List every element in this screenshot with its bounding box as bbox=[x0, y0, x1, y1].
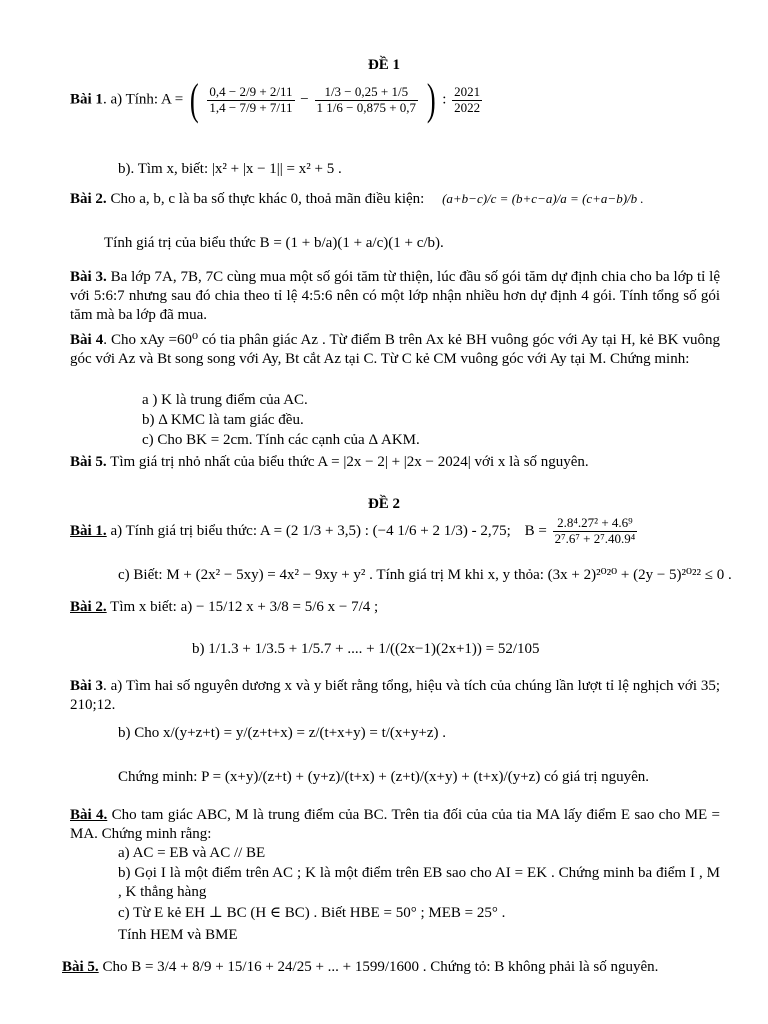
exam2-problem4 bbox=[70, 806, 720, 844]
exam1-frac1 bbox=[207, 85, 294, 116]
exam-1-title: ĐỀ 1 bbox=[367, 57, 401, 73]
exam1-frac3 bbox=[452, 85, 482, 116]
exam2-problem2b: b) 1/1.3 + 1/3.5 + 1/5.7 + .... + 1/((2x−1)(2x+1)) = 52/105 bbox=[192, 641, 540, 657]
exam2-problem2a-text: Tìm x biết: a) − 15/12 x + 3/8 = 5/6 x − 7/4 ; bbox=[106, 599, 379, 615]
frac1-numerator: 0,4 − 2/9 + 2/11 bbox=[209, 83, 293, 99]
exam-2-title: ĐỀ 2 bbox=[367, 496, 401, 512]
exam1-problem3-label: Bài 3. bbox=[70, 269, 107, 285]
exam2-problem5-text: Cho B = 3/4 + 8/9 + 15/16 + 24/25 + ... + 1599/1600 . Chứng tỏ: B không phải là số nguyên. bbox=[98, 959, 659, 975]
B-denominator: 2⁷.6⁷ + 2⁷.40.9⁴ bbox=[554, 530, 636, 546]
big-paren-right: ) bbox=[426, 75, 436, 124]
frac3-denominator: 2022 bbox=[454, 99, 481, 115]
exam2-problem3a-text: . a) Tìm hai số nguyên dương x và y biết rằng tổng, hiệu và tích của chúng lần lượt tỉ lệ nghịch với 35; 210;12. bbox=[70, 678, 720, 713]
exam2-problem4a: a) AC = EB và AC // BE bbox=[118, 845, 266, 861]
exam1-problem5-label: Bài 5. bbox=[70, 454, 107, 470]
exam1-problem2-condition: (a+b−c)/c = (b+c−a)/a = (c+a−b)/b . bbox=[442, 191, 644, 206]
exam1-problem4-label: Bài 4 bbox=[70, 332, 104, 348]
frac1-denominator: 1,4 − 7/9 + 7/11 bbox=[209, 99, 293, 115]
B-numerator: 2.8⁴.27² + 4.6⁹ bbox=[553, 516, 638, 532]
exam2-problem1c: c) Biết: M + (2x² − 5xy) = 4x² − 9xy + y² . Tính giá trị M khi x, y thỏa: (3x + 2)²⁰²⁰ + (2y − 5)²⁰²² ≤ 0 . bbox=[118, 567, 732, 583]
exam1-problem2-expression: Tính giá trị của biểu thức B = (1 + b/a)(1 + a/c)(1 + c/b). bbox=[104, 235, 444, 251]
exam1-problem4c: c) Cho BK = 2cm. Tính các cạnh của Δ AKM. bbox=[142, 432, 420, 448]
exam2-problem5-label: Bài 5. bbox=[62, 959, 99, 975]
exam2-problem1a-text: a) Tính giá trị biểu thức: A = (2 1/3 + 3,5) : (−4 1/6 + 2 1/3) - 2,75; bbox=[106, 522, 511, 539]
big-paren-left: ( bbox=[189, 75, 199, 124]
exam2-problem2a bbox=[70, 598, 378, 617]
exam2-problem2-label: Bài 2. bbox=[70, 599, 107, 615]
exam2-problem4b: b) Gọi I là một điểm trên AC ; K là một điểm trên EB sao cho AI = EK . Chứng minh ba điểm I , M , K thẳng hàng bbox=[118, 865, 720, 900]
exam1-problem5 bbox=[70, 453, 589, 472]
exam2-problem1a bbox=[70, 516, 639, 547]
exam2-problem3-label: Bài 3 bbox=[70, 678, 104, 694]
exam2-problem3b: b) Cho x/(y+z+t) = y/(z+t+x) = z/(t+x+y) = t/(x+y+z) . bbox=[118, 725, 446, 741]
exam1-frac2 bbox=[315, 85, 419, 116]
exam1-problem4 bbox=[70, 331, 720, 369]
exam1-problem1-label: Bài 1 bbox=[70, 91, 103, 108]
exam1-problem3 bbox=[70, 268, 720, 324]
exam1-problem4b: b) Δ KMC là tam giác đều. bbox=[142, 412, 304, 428]
exam2-problem1-label: Bài 1. bbox=[70, 522, 107, 539]
exam2-problem3-prove: Chứng minh: P = (x+y)/(z+t) + (y+z)/(t+x) + (z+t)/(x+y) + (t+x)/(y+z) có giá trị nguyên. bbox=[118, 769, 650, 785]
exam2-B-lhs: B = bbox=[524, 522, 547, 539]
frac2-denominator: 1 1/6 − 0,875 + 0,7 bbox=[316, 99, 417, 115]
exam2-problem4d: Tính HEM và BME bbox=[118, 927, 238, 943]
exam2-problem5 bbox=[62, 958, 658, 977]
exam1-problem1a: Bài 1. a) Tính: A = ( $\frac{0,4 - 2/9 + 2/11}{1,4 - 7/9 + 7/11}$ − $\frac{1/3 - 0,25 + 1/5}{1 1/6 - 0,875 + 0,7}$ ) : $\frac{2021}{2022}$ bbox=[70, 75, 481, 124]
exam1-problem1b: b). Tìm x, biết: |x² + |x − 1|| = x² + 5 . bbox=[118, 161, 342, 177]
exam2-B-fraction bbox=[553, 516, 638, 547]
exam1-problem2-text: Cho a, b, c là ba số thực khác 0, thoả mãn điều kiện: bbox=[106, 191, 425, 207]
exam1-problem4a: a ) K là trung điểm của AC. bbox=[142, 392, 308, 408]
exam1-problem4-text: . Cho xAy =60⁰ có tia phân giác Az . Từ điểm B trên Ax kẻ BH vuông góc với Ay tại H, kẻ BK vuông góc với Az và Bt song song với Ay, Bt cắt Az tại C. Từ C kẻ CM vuông góc với Ay tại M. Chứng minh: bbox=[70, 332, 720, 367]
exam1-problem1a-text: . a) Tính: A = bbox=[102, 91, 184, 108]
exam1-problem2 bbox=[70, 190, 644, 209]
frac3-numerator: 2021 bbox=[454, 83, 481, 99]
exam1-problem3-text: Ba lớp 7A, 7B, 7C cùng mua một số gói tăm từ thiện, lúc đầu số gói tăm dự định chia cho ba lớp tỉ lệ với 5:6:7 nhưng sau đó chia theo tỉ lệ 4:5:6 nên có một lớp nhận nhiều hơn dự định 4 gói. Tính tổng số gói tăm mà ba lớp đã mua. bbox=[70, 269, 720, 323]
exam2-problem4-text: Cho tam giác ABC, M là trung điểm của BC. Trên tia đối của của tia MA lấy điểm E sao cho ME = MA. Chứng minh rằng: bbox=[70, 807, 720, 842]
exam2-problem4c: c) Từ E kẻ EH ⊥ BC (H ∈ BC) . Biết HBE = 50° ; MEB = 25° . bbox=[118, 905, 506, 921]
exam1-problem2-label: Bài 2. bbox=[70, 191, 107, 207]
exam2-problem3a bbox=[70, 677, 720, 715]
exam1-problem5-text: Tìm giá trị nhỏ nhất của biểu thức A = |2x − 2| + |2x − 2024| với x là số nguyên. bbox=[106, 454, 589, 470]
frac2-numerator: 1/3 − 0,25 + 1/5 bbox=[315, 85, 419, 101]
exam2-problem4-label: Bài 4. bbox=[70, 807, 108, 823]
